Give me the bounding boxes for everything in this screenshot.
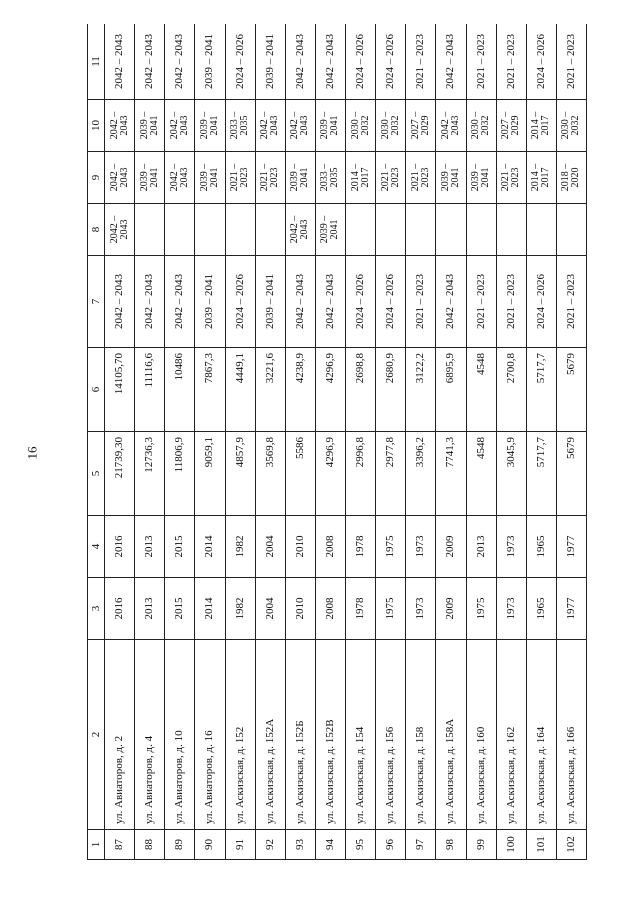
table-cell-col-6: 11116,6 bbox=[135, 348, 165, 432]
table-cell-col-1: 93 bbox=[285, 830, 315, 860]
table-cell-col-6: 6895,9 bbox=[436, 348, 466, 432]
table-cell-col-7: 2021 – 2023 bbox=[496, 256, 526, 348]
table-cell-col-10: 2042 – 2043 bbox=[105, 100, 135, 152]
table-row bbox=[225, 24, 255, 860]
table-cell-col-11: 2024 – 2026 bbox=[225, 24, 255, 100]
table-cell-col-2: ул. Авиаторов, д. 4 bbox=[135, 640, 165, 830]
table-cell-col-10: 2033 – 2035 bbox=[225, 100, 255, 152]
table-cell-col-10: 2039 – 2041 bbox=[195, 100, 225, 152]
table-cell-col-4: 2013 bbox=[135, 516, 165, 578]
column-header-1: 1 bbox=[88, 830, 105, 860]
table-cell-col-10: 2039 – 2041 bbox=[315, 100, 345, 152]
table-cell-col-11: 2024 – 2026 bbox=[376, 24, 406, 100]
table-cell-col-10: 2027 – 2029 bbox=[496, 100, 526, 152]
table-cell-col-2: ул. Аскизская, д. 160 bbox=[466, 640, 496, 830]
table-cell-col-7: 2021 – 2023 bbox=[556, 256, 586, 348]
table-cell-col-2: ул. Авиаторов, д. 10 bbox=[165, 640, 195, 830]
table-cell-col-1: 90 bbox=[195, 830, 225, 860]
table-row bbox=[346, 24, 376, 860]
table-row bbox=[315, 24, 345, 860]
table-cell-col-3: 1973 bbox=[496, 578, 526, 640]
table-cell-col-5: 4296,9 bbox=[315, 432, 345, 516]
table-cell-col-7: 2042 – 2043 bbox=[436, 256, 466, 348]
table-cell-col-4: 1973 bbox=[406, 516, 436, 578]
table-cell-col-5: 9059,1 bbox=[195, 432, 225, 516]
table-cell-col-4: 1977 bbox=[556, 516, 586, 578]
table-cell-col-10: 2014 – 2017 bbox=[526, 100, 556, 152]
table-cell-col-5: 3396,2 bbox=[406, 432, 436, 516]
table-row bbox=[195, 24, 225, 860]
scan-noise bbox=[28, 866, 148, 878]
table-cell-col-6: 4296,9 bbox=[315, 348, 345, 432]
table-cell-col-1: 95 bbox=[346, 830, 376, 860]
table-row bbox=[105, 24, 135, 860]
table-cell-col-4: 2008 bbox=[315, 516, 345, 578]
table-cell-col-1: 89 bbox=[165, 830, 195, 860]
table-cell-col-2: ул. Аскизская, д. 152Б bbox=[285, 640, 315, 830]
table-header-row bbox=[88, 24, 105, 860]
table-cell-col-4: 1978 bbox=[346, 516, 376, 578]
table-cell-col-9: 2042 – 2043 bbox=[105, 152, 135, 204]
table-cell-col-5: 2996,8 bbox=[346, 432, 376, 516]
housing-table bbox=[87, 24, 587, 860]
table-cell-col-1: 91 bbox=[225, 830, 255, 860]
table-cell-col-11: 2042 – 2043 bbox=[105, 24, 135, 100]
table-cell-col-9: 2021 – 2023 bbox=[376, 152, 406, 204]
table-cell-col-8 bbox=[376, 204, 406, 256]
table-row bbox=[255, 24, 285, 860]
table-cell-col-11: 2039 – 2041 bbox=[255, 24, 285, 100]
table-viewport bbox=[87, 24, 587, 860]
table-cell-col-9: 2039 – 2041 bbox=[135, 152, 165, 204]
table-cell-col-1: 96 bbox=[376, 830, 406, 860]
table-cell-col-9: 2033 – 2035 bbox=[315, 152, 345, 204]
table-cell-col-1: 87 bbox=[105, 830, 135, 860]
table-cell-col-5: 3569,8 bbox=[255, 432, 285, 516]
table-cell-col-2: ул. Аскизская, д. 158А bbox=[436, 640, 466, 830]
table-cell-col-6: 2698,8 bbox=[346, 348, 376, 432]
table-cell-col-6: 2700,8 bbox=[496, 348, 526, 432]
table-cell-col-8 bbox=[135, 204, 165, 256]
table-cell-col-8 bbox=[436, 204, 466, 256]
table-cell-col-5: 12736,3 bbox=[135, 432, 165, 516]
rotated-table-container bbox=[87, 24, 587, 860]
table-cell-col-9: 2018 – 2020 bbox=[556, 152, 586, 204]
table-cell-col-10: 2027 – 2029 bbox=[406, 100, 436, 152]
table-cell-col-11: 2042 – 2043 bbox=[285, 24, 315, 100]
table-cell-col-9: 2021 – 2023 bbox=[406, 152, 436, 204]
table-cell-col-9: 2021 – 2023 bbox=[496, 152, 526, 204]
table-cell-col-8 bbox=[496, 204, 526, 256]
table-cell-col-1: 99 bbox=[466, 830, 496, 860]
column-header-4: 4 bbox=[88, 516, 105, 578]
table-cell-col-7: 2042 – 2043 bbox=[165, 256, 195, 348]
table-cell-col-8 bbox=[406, 204, 436, 256]
table-cell-col-3: 2016 bbox=[105, 578, 135, 640]
table-cell-col-10: 2042 – 2043 bbox=[165, 100, 195, 152]
table-cell-col-11: 2024 – 2026 bbox=[346, 24, 376, 100]
table-cell-col-10: 2030 – 2032 bbox=[556, 100, 586, 152]
table-cell-col-5: 11806,9 bbox=[165, 432, 195, 516]
table-cell-col-6: 4449,1 bbox=[225, 348, 255, 432]
table-cell-col-8 bbox=[165, 204, 195, 256]
table-cell-col-1: 100 bbox=[496, 830, 526, 860]
table-cell-col-8 bbox=[556, 204, 586, 256]
table-cell-col-2: ул. Авиаторов, д. 2 bbox=[105, 640, 135, 830]
table-cell-col-4: 1975 bbox=[376, 516, 406, 578]
table-cell-col-5: 4857,9 bbox=[225, 432, 255, 516]
table-row bbox=[436, 24, 466, 860]
table-row bbox=[496, 24, 526, 860]
table-cell-col-7: 2024 – 2026 bbox=[376, 256, 406, 348]
table-row bbox=[556, 24, 586, 860]
table-cell-col-5: 4548 bbox=[466, 432, 496, 516]
table-cell-col-4: 1982 bbox=[225, 516, 255, 578]
table-cell-col-4: 1973 bbox=[496, 516, 526, 578]
table-cell-col-9: 2014 – 2017 bbox=[526, 152, 556, 204]
table-row bbox=[165, 24, 195, 860]
column-header-2: 2 bbox=[88, 640, 105, 830]
table-cell-col-5: 5679 bbox=[556, 432, 586, 516]
table-cell-col-3: 1973 bbox=[406, 578, 436, 640]
table-cell-col-3: 2004 bbox=[255, 578, 285, 640]
table-cell-col-2: ул. Аскизская, д. 158 bbox=[406, 640, 436, 830]
table-cell-col-7: 2042 – 2043 bbox=[315, 256, 345, 348]
table-cell-col-2: ул. Аскизская, д. 152 bbox=[225, 640, 255, 830]
table-cell-col-4: 2010 bbox=[285, 516, 315, 578]
table-cell-col-2: ул. Аскизская, д. 152В bbox=[315, 640, 345, 830]
table-cell-col-3: 2008 bbox=[315, 578, 345, 640]
table-cell-col-9: 2039 – 2041 bbox=[285, 152, 315, 204]
table-cell-col-10: 2042 – 2043 bbox=[255, 100, 285, 152]
table-cell-col-6: 2680,9 bbox=[376, 348, 406, 432]
table-cell-col-5: 2977,8 bbox=[376, 432, 406, 516]
table-cell-col-9: 2021 – 2023 bbox=[225, 152, 255, 204]
table-cell-col-10: 2042 – 2043 bbox=[285, 100, 315, 152]
column-header-8: 8 bbox=[88, 204, 105, 256]
column-header-6: 6 bbox=[88, 348, 105, 432]
table-row bbox=[376, 24, 406, 860]
table-cell-col-6: 3221,6 bbox=[255, 348, 285, 432]
table-cell-col-3: 1977 bbox=[556, 578, 586, 640]
table-row bbox=[466, 24, 496, 860]
table-cell-col-9: 2014 – 2017 bbox=[346, 152, 376, 204]
table-cell-col-4: 2004 bbox=[255, 516, 285, 578]
table-cell-col-10: 2030 – 2032 bbox=[466, 100, 496, 152]
table-cell-col-1: 101 bbox=[526, 830, 556, 860]
table-cell-col-7: 2021 – 2023 bbox=[466, 256, 496, 348]
table-cell-col-5: 3045,9 bbox=[496, 432, 526, 516]
table-cell-col-1: 102 bbox=[556, 830, 586, 860]
table-cell-col-8: 2039 – 2041 bbox=[315, 204, 345, 256]
table-cell-col-3: 1975 bbox=[376, 578, 406, 640]
table-cell-col-7: 2039 – 2041 bbox=[195, 256, 225, 348]
table-cell-col-2: ул. Аскизская, д. 154 bbox=[346, 640, 376, 830]
table-cell-col-7: 2042 – 2043 bbox=[105, 256, 135, 348]
table-cell-col-3: 1965 bbox=[526, 578, 556, 640]
table-cell-col-2: ул. Аскизская, д. 166 bbox=[556, 640, 586, 830]
table-cell-col-9: 2039 – 2041 bbox=[195, 152, 225, 204]
table-cell-col-7: 2024 – 2026 bbox=[346, 256, 376, 348]
table-cell-col-3: 2009 bbox=[436, 578, 466, 640]
table-cell-col-11: 2039 – 2041 bbox=[195, 24, 225, 100]
column-header-11: 11 bbox=[88, 24, 105, 100]
table-cell-col-7: 2039 – 2041 bbox=[255, 256, 285, 348]
table-cell-col-2: ул. Аскизская, д. 152А bbox=[255, 640, 285, 830]
table-cell-col-10: 2030 – 2032 bbox=[376, 100, 406, 152]
table-cell-col-11: 2021 – 2023 bbox=[496, 24, 526, 100]
table-cell-col-2: ул. Аскизская, д. 164 bbox=[526, 640, 556, 830]
table-row bbox=[406, 24, 436, 860]
table-cell-col-9: 2039 – 2041 bbox=[466, 152, 496, 204]
table-cell-col-4: 2014 bbox=[195, 516, 225, 578]
table-cell-col-4: 2015 bbox=[165, 516, 195, 578]
table-cell-col-10: 2030 – 2032 bbox=[346, 100, 376, 152]
table-cell-col-6: 14105,70 bbox=[105, 348, 135, 432]
page-number: 16 bbox=[24, 446, 40, 460]
table-cell-col-3: 1975 bbox=[466, 578, 496, 640]
column-header-9: 9 bbox=[88, 152, 105, 204]
table-cell-col-8: 2042 – 2043 bbox=[285, 204, 315, 256]
table-cell-col-3: 2014 bbox=[195, 578, 225, 640]
table-body bbox=[105, 24, 587, 860]
table-cell-col-6: 5717,7 bbox=[526, 348, 556, 432]
table-cell-col-11: 2024 – 2026 bbox=[526, 24, 556, 100]
table-cell-col-11: 2042 – 2043 bbox=[135, 24, 165, 100]
table-cell-col-7: 2024 – 2026 bbox=[526, 256, 556, 348]
table-cell-col-7: 2042 – 2043 bbox=[135, 256, 165, 348]
table-cell-col-8 bbox=[225, 204, 255, 256]
table-cell-col-6: 4238,9 bbox=[285, 348, 315, 432]
table-cell-col-8 bbox=[255, 204, 285, 256]
table-cell-col-8 bbox=[195, 204, 225, 256]
table-cell-col-6: 7867,3 bbox=[195, 348, 225, 432]
table-cell-col-7: 2042 – 2043 bbox=[285, 256, 315, 348]
table-cell-col-1: 97 bbox=[406, 830, 436, 860]
table-cell-col-8 bbox=[346, 204, 376, 256]
table-cell-col-11: 2021 – 2023 bbox=[466, 24, 496, 100]
table-cell-col-11: 2021 – 2023 bbox=[556, 24, 586, 100]
table-cell-col-5: 7741,3 bbox=[436, 432, 466, 516]
table-cell-col-11: 2042 – 2043 bbox=[315, 24, 345, 100]
table-cell-col-7: 2021 – 2023 bbox=[406, 256, 436, 348]
table-cell-col-5: 5586 bbox=[285, 432, 315, 516]
table-cell-col-3: 2013 bbox=[135, 578, 165, 640]
table-cell-col-10: 2042 – 2043 bbox=[436, 100, 466, 152]
table-cell-col-9: 2039 – 2041 bbox=[436, 152, 466, 204]
table-cell-col-6: 3122,2 bbox=[406, 348, 436, 432]
table-cell-col-2: ул. Аскизская, д. 162 bbox=[496, 640, 526, 830]
table-cell-col-4: 1965 bbox=[526, 516, 556, 578]
table-cell-col-5: 5717,7 bbox=[526, 432, 556, 516]
table-cell-col-3: 1978 bbox=[346, 578, 376, 640]
table-cell-col-1: 92 bbox=[255, 830, 285, 860]
table-cell-col-3: 1982 bbox=[225, 578, 255, 640]
table-cell-col-7: 2024 – 2026 bbox=[225, 256, 255, 348]
table-cell-col-2: ул. Авиаторов, д. 16 bbox=[195, 640, 225, 830]
column-header-10: 10 bbox=[88, 100, 105, 152]
table-cell-col-11: 2042 – 2043 bbox=[165, 24, 195, 100]
table-cell-col-6: 4548 bbox=[466, 348, 496, 432]
table-cell-col-1: 98 bbox=[436, 830, 466, 860]
table-cell-col-8 bbox=[526, 204, 556, 256]
table-cell-col-8 bbox=[466, 204, 496, 256]
table-cell-col-11: 2042 – 2043 bbox=[436, 24, 466, 100]
table-cell-col-4: 2013 bbox=[466, 516, 496, 578]
table-row bbox=[526, 24, 556, 860]
column-header-3: 3 bbox=[88, 578, 105, 640]
table-cell-col-1: 88 bbox=[135, 830, 165, 860]
column-header-5: 5 bbox=[88, 432, 105, 516]
table-cell-col-9: 2021 – 2023 bbox=[255, 152, 285, 204]
table-cell-col-6: 10486 bbox=[165, 348, 195, 432]
table-cell-col-3: 2015 bbox=[165, 578, 195, 640]
table-row bbox=[285, 24, 315, 860]
table-cell-col-11: 2021 – 2023 bbox=[406, 24, 436, 100]
table-cell-col-6: 5679 bbox=[556, 348, 586, 432]
table-cell-col-1: 94 bbox=[315, 830, 345, 860]
table-cell-col-2: ул. Аскизская, д. 156 bbox=[376, 640, 406, 830]
table-cell-col-3: 2010 bbox=[285, 578, 315, 640]
column-header-7: 7 bbox=[88, 256, 105, 348]
table-row bbox=[135, 24, 165, 860]
table-cell-col-4: 2009 bbox=[436, 516, 466, 578]
table-cell-col-8: 2042 – 2043 bbox=[105, 204, 135, 256]
table-cell-col-5: 21739,30 bbox=[105, 432, 135, 516]
table-cell-col-10: 2039 – 2041 bbox=[135, 100, 165, 152]
table-cell-col-9: 2042 – 2043 bbox=[165, 152, 195, 204]
table-cell-col-4: 2016 bbox=[105, 516, 135, 578]
